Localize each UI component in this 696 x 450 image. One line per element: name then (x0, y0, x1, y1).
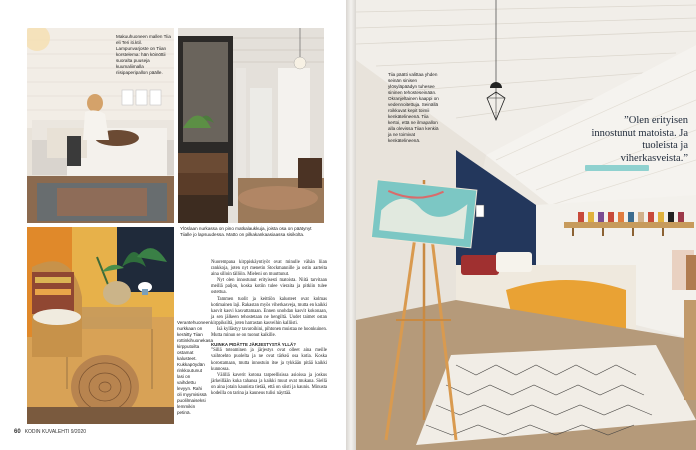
plants-photo (27, 227, 174, 424)
page-number: 60 (14, 429, 21, 435)
body-paragraph: Isä kyllästyy tavaroihini, pihtonen muistaa ne hoonkuinen. Mutta minun se on tuonut kaikille. (211, 327, 327, 339)
spine-gutter (346, 0, 356, 450)
hallway-photo (178, 28, 324, 223)
body-paragraph: Välillä kaverit kotona tarpeellisissa asioissa ja joskus järkeillään kuka tahansa ja kaikki muut ovat mukana. Siellä on aina jotain kaunista tietää, että on siisti ja kaunis. Minusta kodeilla on tarina ja kauneus tulisi näyttää. (211, 372, 327, 396)
body-paragraph: Tammen tuolit ja keittiön kalusteet ovat kolmas kotimainen laji. Rakastan myös viherkasveja, mutta en kaikki kasvit kasvi kasvattamaan. Ennen unohdan kasvit kokonaan, ja sen jälkeen tehostetaan ne hengiltä. Uudet taimet ostan kirppiksiltä, joten harrastan kasveihin kalliisti. (211, 296, 327, 326)
body-subhead: KUINKA PIDÄTTE JÄRJESTYSTÄ YLLÄ? (211, 342, 296, 348)
right-page (356, 0, 696, 450)
hallway-caption: Ylöslaan nurkassa on pino matkalaukkuja, joista osa on päätynyt Tiialle jo lapsuudessa. Matto on pilkakankaasiaassa sisikolta. (180, 226, 312, 237)
folio (14, 429, 86, 435)
article-body (211, 260, 327, 397)
body-paragraph: Nuorempana kirppiskäyntiyöt ovat minulle vähän liian rankkoja, joten nyt menetin Stockmannille ja ostin aarteita aina silloin tällöin. Mieleni on muuttunut. (211, 260, 327, 278)
magazine-name: KODIN KUVALEHTI 9/2020 (24, 429, 87, 435)
left-page (0, 0, 346, 450)
pull-quote: ”Olen erityisen innostunut matoista. Ja tuoleista ja viherkasveista.” (591, 115, 688, 164)
attic-caption: Tiia päätti valittaa yhden seinän sinisen ylösyläpäädyn tuhesee sininen tehosteseinään. Okranjeltainen kaappi on vedennoitettuja. Seinällä roikkuvat kepit toimii kenkätelineenä. Tiia kertoi, että ne ilmapallon alla olevissa Tiian kenkiä ja ne toimivat kenkätelineenä. (388, 72, 439, 143)
pull-quote-accent (585, 165, 649, 171)
attic-bedroom-photo (356, 0, 696, 450)
body-paragraph: Nyt olen innostunut erityisesti matoista. Niitä tarvitaan meillä paljon, koska kotiin tulee vieraita ja pitkiin tulee ostettua. (211, 278, 327, 296)
plants-caption: Verantehuoneen nurkkaan on keräitty Tiian rottinkihuonekasa kirpputoilta ostamat kalusteet. Kukkapöydän rinkkoutunut lasi on vaihdettu levyyn. Rahi oli myymisissä puolilmaiseksi lemmikin petinä. (177, 320, 214, 415)
bedroom-caption: Makuuhuoneen mallen Tiia eli Teri iti.ktil. Lampunvarjoste on Tiian korstelema: hän köinöttii suoralta puuseja kuumaliimalla riisipaperipallon päälle. (116, 34, 171, 75)
body-paragraph: ”Sillä toteaminen ja järjestys ovat olleet aina meille vaihtoehto puolelta ja ne ovat tärkeä osa kotia. Koska korostamaan, mutta innostuin itse ja tykkään pitää kaikki kunnossa. (211, 348, 327, 372)
